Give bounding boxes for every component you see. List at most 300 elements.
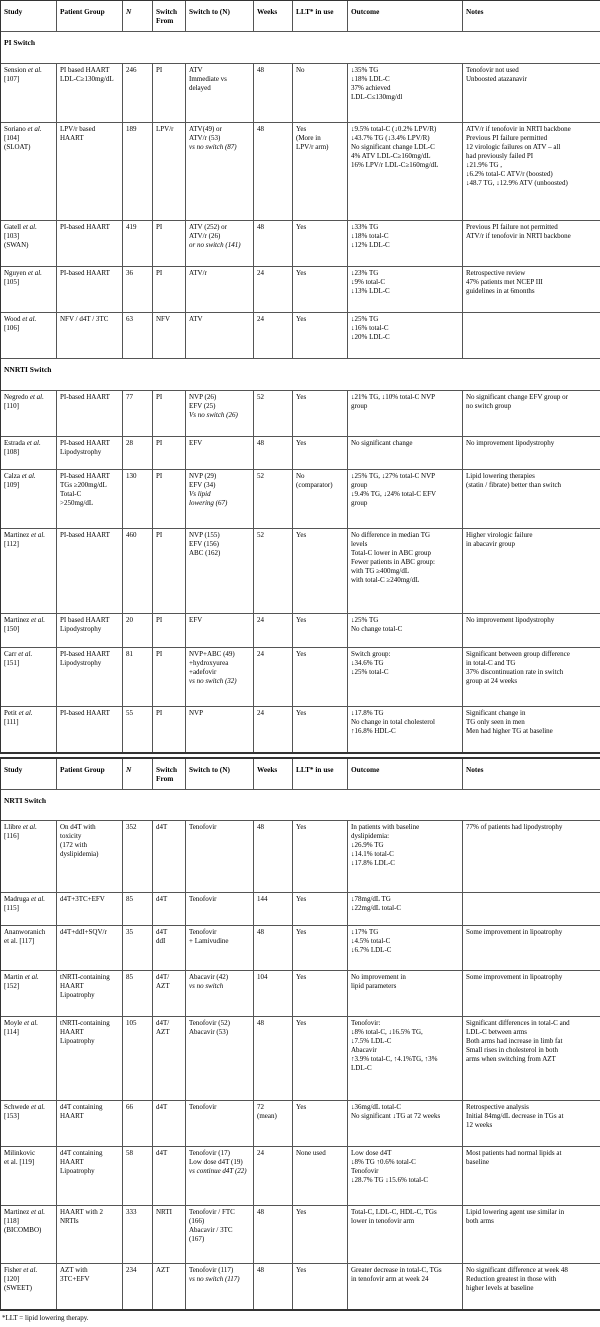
cell-line: dyslipidemia: [351, 832, 390, 841]
switch-from-cell [153, 437, 186, 470]
table-row [1, 220, 600, 266]
table-row [1, 706, 600, 752]
cell-line: ATV/r (26) [189, 231, 221, 240]
column-header: N [123, 759, 153, 790]
cell-line: No improvement in [351, 973, 406, 982]
column-header: Notes [463, 1, 600, 32]
study-cell [1, 391, 57, 437]
cell-line: Some improvement in lipoatrophy [466, 973, 563, 982]
cell-line: ABC (162) [189, 549, 221, 558]
cell-value: 48 [257, 1207, 264, 1216]
switch-to-cell [186, 1264, 254, 1310]
cell-line: ↓25% TG, ↓27% total-C NVP [351, 472, 436, 481]
cell-line: 37% achieved [351, 83, 391, 92]
weeks-cell [254, 614, 293, 647]
cell-line: (SLOAT) [4, 142, 31, 151]
cell-line: Retrospective analysis [466, 1103, 529, 1112]
cell-line: delayed [189, 83, 211, 92]
cell-line: EFV (25) [189, 402, 216, 411]
n-cell [123, 220, 153, 266]
llt-cell [293, 313, 348, 359]
cell-line: ↓9% total-C [351, 278, 386, 287]
cell-line: (172 with [60, 841, 88, 850]
cell-line: Tenofovir (17) [189, 1149, 230, 1158]
switch-studies-table-2 [0, 758, 600, 1310]
table-row [1, 313, 600, 359]
study-cell [1, 892, 57, 925]
cell-value: 48 [257, 222, 264, 231]
cell-line: NVP (29) [189, 472, 217, 481]
cell-line: PI-based HAART [60, 708, 110, 717]
switch-to-cell [186, 220, 254, 266]
cell-value: 24 [257, 269, 264, 278]
switch-to-cell [186, 1101, 254, 1147]
cell-line: PI-based HAART [60, 649, 110, 658]
cell-value: 104 [257, 973, 268, 982]
cell-line: AZT with [60, 1266, 88, 1275]
switch-to-cell [186, 529, 254, 614]
switch-to-cell [186, 470, 254, 529]
cell-line: vs no switch [189, 982, 224, 991]
cell-line: NFV [156, 315, 171, 324]
llt-cell [293, 470, 348, 529]
outcome-cell [348, 1101, 463, 1147]
switch-to-cell [186, 122, 254, 220]
switch-from-cell [153, 1017, 186, 1101]
cell-value: (mean) [257, 1112, 277, 1121]
cell-line: ↓23% TG [351, 269, 379, 278]
cell-line: vs no switch (87) [189, 142, 237, 151]
cell-line: (SWEET) [4, 1284, 32, 1293]
cell-line: d4T [156, 927, 168, 936]
cell-line: Yes [296, 269, 307, 278]
cell-line: Switch group: [351, 649, 391, 658]
cell-line: Significant change in [466, 708, 526, 717]
column-header: Switch to (N) [186, 759, 254, 790]
cell-line: baseline [466, 1158, 489, 1167]
cell-line: ↓8% total-C, ↓16.5% TG, [351, 1028, 423, 1037]
cell-line: Yes [296, 315, 307, 324]
table-row [1, 1147, 600, 1206]
cell-line: ↓8% TG ↑0.6% total-C [351, 1158, 416, 1167]
column-header: Notes [463, 759, 600, 790]
cell-line: In patients with baseline [351, 823, 420, 832]
table-row [1, 1205, 600, 1264]
cell-line: Lipodystrophy [60, 625, 102, 634]
notes-cell [463, 391, 600, 437]
switch-to-cell [186, 925, 254, 971]
notes-cell [463, 437, 600, 470]
cell-line: EFV [189, 616, 203, 625]
cell-value: 48 [257, 1019, 264, 1028]
cell-line: ↓18% total-C [351, 231, 389, 240]
cell-line: ↓78mg/dL TG [351, 894, 391, 903]
cell-value: 24 [257, 708, 264, 717]
cell-line: Martin et al. [4, 973, 39, 982]
cell-line: Yes [296, 973, 307, 982]
weeks-cell [254, 971, 293, 1017]
n-cell [123, 470, 153, 529]
cell-line: d4T+ddI+SQV/r [60, 927, 107, 936]
study-cell [1, 470, 57, 529]
cell-line: higher levels at baseline [466, 1284, 534, 1293]
patient-group-cell [57, 437, 123, 470]
cell-value: 189 [126, 124, 137, 133]
study-cell [1, 821, 57, 892]
llt-cell [293, 391, 348, 437]
patient-group-cell [57, 1101, 123, 1147]
cell-line: NVP [189, 708, 204, 717]
patient-group-cell [57, 313, 123, 359]
cell-value: 52 [257, 531, 264, 540]
study-cell [1, 614, 57, 647]
cell-line: PI-based HAART [60, 531, 110, 540]
cell-line: PI [156, 222, 163, 231]
cell-line: ↓12% LDL-C [351, 240, 390, 249]
column-header: Weeks [254, 1, 293, 32]
cell-line: Greater decrease in total-C, TGs [351, 1266, 442, 1275]
cell-line: Total-C [60, 490, 82, 499]
outcome-cell [348, 971, 463, 1017]
patient-group-cell [57, 647, 123, 706]
weeks-cell [254, 63, 293, 122]
cell-value: 48 [257, 1266, 264, 1275]
cell-line: Previous PI failure not permitted [466, 222, 558, 231]
switch-to-cell [186, 821, 254, 892]
cell-line: ↓9.4% TG, ↓24% total-C EFV [351, 490, 437, 499]
cell-line: HAART with 2 [60, 1207, 104, 1216]
cell-line: levels [351, 540, 368, 549]
cell-line: Moyle et al. [4, 1019, 39, 1028]
cell-line: ↓21% TG, ↓10% total-C NVP [351, 393, 436, 402]
cell-line: ↓16% total-C [351, 324, 389, 333]
cell-line: 37% discontinuation rate in switch [466, 667, 564, 676]
switch-from-cell [153, 63, 186, 122]
llt-cell [293, 647, 348, 706]
cell-value: 36 [126, 269, 133, 278]
cell-line: [108] [4, 448, 20, 457]
cell-line: Martinez et al. [4, 1207, 46, 1216]
cell-line: Yes [296, 823, 307, 832]
cell-line: LDL-C [351, 1064, 372, 1073]
cell-line: Tenofovir (52) [189, 1019, 230, 1028]
cell-line: vs continue d4T (22) [189, 1167, 247, 1176]
cell-line: Calza et al. [4, 472, 36, 481]
cell-value: 77 [126, 393, 133, 402]
column-header: N [123, 1, 153, 32]
cell-value: 419 [126, 222, 137, 231]
llt-cell [293, 821, 348, 892]
cell-line: ↓25% TG [351, 315, 379, 324]
switch-from-cell [153, 1147, 186, 1206]
notes-cell [463, 1264, 600, 1310]
cell-line: LPV/r based [60, 124, 96, 133]
switch-from-cell [153, 647, 186, 706]
cell-line: ATV(49) or [189, 124, 222, 133]
switch-to-cell [186, 437, 254, 470]
cell-line: Lipoatrophy [60, 991, 95, 1000]
cell-line: Yes [296, 124, 307, 133]
cell-line: 12 virologic failures on ATV – all [466, 142, 561, 151]
cell-line: Yes [296, 1103, 307, 1112]
cell-value: 48 [257, 439, 264, 448]
cell-line: ↓25% TG [351, 616, 379, 625]
switch-to-cell [186, 1205, 254, 1264]
cell-line: d4T [156, 823, 168, 832]
cell-line: PI-based HAART [60, 393, 110, 402]
cell-value: 24 [257, 315, 264, 324]
n-cell [123, 267, 153, 313]
cell-value: 66 [126, 1103, 133, 1112]
cell-line: Tenofovir not used [466, 65, 519, 74]
cell-line: (166) [189, 1216, 205, 1225]
n-cell [123, 1017, 153, 1101]
study-cell [1, 1147, 57, 1206]
cell-line: ↓33% TG [351, 222, 379, 231]
weeks-cell [254, 529, 293, 614]
n-cell [123, 437, 153, 470]
cell-line: [118] [4, 1216, 19, 1225]
n-cell [123, 925, 153, 971]
cell-value: 28 [126, 439, 133, 448]
cell-line: Abacavir (42) [189, 973, 229, 982]
cell-line: AZT [156, 1266, 170, 1275]
patient-group-cell [57, 267, 123, 313]
weeks-cell [254, 821, 293, 892]
cell-value: 48 [257, 124, 264, 133]
cell-line: HAART [60, 133, 84, 142]
cell-line: toxicity [60, 832, 82, 841]
cell-line: Men had higher TG at baseline [466, 726, 553, 735]
table-row [1, 267, 600, 313]
cell-line: group [351, 499, 368, 508]
cell-line: (SWAN) [4, 240, 29, 249]
cell-line: Tenofovir (117) [189, 1266, 234, 1275]
cell-line: (statin / fibrate) better than switch [466, 481, 562, 490]
llt-cell [293, 1017, 348, 1101]
cell-line: ddI [156, 936, 166, 945]
cell-line: ↓14.1% total-C [351, 850, 394, 859]
cell-line: ATV/r if tenofovir in NRTI backbone [466, 124, 571, 133]
cell-line: LDL-C between arms [466, 1028, 528, 1037]
column-header: LLT* in use [293, 759, 348, 790]
n-cell [123, 821, 153, 892]
cell-value: 144 [257, 894, 268, 903]
llt-cell [293, 925, 348, 971]
cell-line: Lipodystrophy [60, 658, 102, 667]
section-heading: PI Switch [1, 32, 600, 64]
cell-line: No [296, 472, 305, 481]
llt-cell [293, 614, 348, 647]
cell-line: ATV [189, 65, 203, 74]
table-row [1, 925, 600, 971]
switch-to-cell [186, 647, 254, 706]
cell-line: ↓22mg/dL total-C [351, 903, 402, 912]
cell-line: None used [296, 1149, 326, 1158]
cell-line: NVP (155) [189, 531, 220, 540]
study-cell [1, 220, 57, 266]
switch-to-cell [186, 313, 254, 359]
cell-line: (comparator) [296, 481, 333, 490]
cell-value: 81 [126, 649, 133, 658]
cell-line: ↓20% LDL-C [351, 333, 390, 342]
study-cell [1, 1017, 57, 1101]
notes-cell [463, 529, 600, 614]
study-cell [1, 1205, 57, 1264]
cell-line: No change total-C [351, 625, 403, 634]
cell-line: (BICOMBO) [4, 1225, 42, 1234]
n-cell [123, 529, 153, 614]
llt-cell [293, 1147, 348, 1206]
table-row [1, 391, 600, 437]
notes-cell [463, 313, 600, 359]
cell-line: [150] [4, 625, 20, 634]
cell-line: [114] [4, 1028, 19, 1037]
cell-line: No improvement lipodystrophy [466, 616, 555, 625]
cell-line: group at 24 weeks [466, 676, 518, 685]
weeks-cell [254, 437, 293, 470]
cell-line: Vs no switch (26) [189, 411, 238, 420]
cell-line: PI-based HAART [60, 439, 110, 448]
cell-value: 105 [126, 1019, 137, 1028]
cell-line: No difference in median TG [351, 531, 431, 540]
study-cell [1, 1101, 57, 1147]
column-header: Study [1, 759, 57, 790]
notes-cell [463, 122, 600, 220]
cell-line: arms when switching from AZT [466, 1055, 556, 1064]
cell-line: Milinkovic [4, 1149, 36, 1158]
switch-from-cell [153, 220, 186, 266]
cell-value: 85 [126, 894, 133, 903]
llt-cell [293, 220, 348, 266]
weeks-cell [254, 647, 293, 706]
llt-cell [293, 63, 348, 122]
switch-from-cell [153, 1205, 186, 1264]
cell-value: 85 [126, 973, 133, 982]
cell-value: 24 [257, 1149, 264, 1158]
cell-line: NFV / d4T / 3TC [60, 315, 109, 324]
weeks-cell [254, 892, 293, 925]
cell-line: [152] [4, 982, 20, 991]
switch-to-cell [186, 1147, 254, 1206]
llt-cell [293, 706, 348, 752]
study-cell [1, 925, 57, 971]
cell-value: 234 [126, 1266, 137, 1275]
cell-line: NRTI [156, 1207, 172, 1216]
cell-line: Significant between group difference [466, 649, 570, 658]
column-header: Patient Group [57, 1, 123, 32]
cell-line: Llibre et al. [4, 823, 37, 832]
cell-line: Immediate vs [189, 74, 227, 83]
cell-line: PI based HAART [60, 616, 110, 625]
patient-group-cell [57, 892, 123, 925]
switch-from-cell [153, 971, 186, 1017]
cell-value: 72 [257, 1103, 264, 1112]
cell-line: Madruga et al. [4, 894, 46, 903]
patient-group-cell [57, 1264, 123, 1310]
cell-line: PI [156, 393, 163, 402]
patient-group-cell [57, 391, 123, 437]
cell-line: group [351, 402, 368, 411]
cell-line: Schwede et al. [4, 1103, 46, 1112]
cell-line: No significant change EFV group or [466, 393, 568, 402]
patient-group-cell [57, 821, 123, 892]
study-cell [1, 529, 57, 614]
cell-line: PI [156, 531, 163, 540]
weeks-cell [254, 1205, 293, 1264]
study-cell [1, 122, 57, 220]
outcome-cell [348, 821, 463, 892]
outcome-cell [348, 1017, 463, 1101]
cell-line: Fewer patients in ABC group: [351, 558, 435, 567]
cell-line: Total-C lower in ABC group [351, 549, 432, 558]
llt-cell [293, 892, 348, 925]
n-cell [123, 1264, 153, 1310]
cell-line: HAART [60, 1028, 84, 1037]
cell-line: et al. [117] [4, 936, 35, 945]
cell-line: ↓34.6% TG [351, 658, 384, 667]
patient-group-cell [57, 529, 123, 614]
cell-line: 47% patients met NCEP III [466, 278, 543, 287]
cell-value: 246 [126, 65, 137, 74]
cell-line: HAART [60, 1158, 84, 1167]
cell-value: 52 [257, 472, 264, 481]
column-header: Patient Group [57, 759, 123, 790]
cell-line: Tenofovir [351, 1167, 379, 1176]
cell-line: Unboosted atazanavir [466, 74, 527, 83]
cell-line: Yes [296, 439, 307, 448]
patient-group-cell [57, 470, 123, 529]
cell-line: PI-based HAART [60, 222, 110, 231]
llt-cell [293, 1264, 348, 1310]
cell-line: Carr et al. [4, 649, 33, 658]
cell-value: 55 [126, 708, 133, 717]
cell-value: 20 [126, 616, 133, 625]
notes-cell [463, 220, 600, 266]
llt-cell [293, 529, 348, 614]
table-row [1, 1101, 600, 1147]
weeks-cell [254, 122, 293, 220]
n-cell [123, 706, 153, 752]
notes-cell [463, 1101, 600, 1147]
section-row [1, 32, 600, 64]
cell-line: AZT [156, 982, 170, 991]
cell-line: Yes [296, 1266, 307, 1275]
cell-line: in abacavir group [466, 540, 515, 549]
cell-line: d4T [156, 894, 168, 903]
section-row [1, 359, 600, 391]
cell-line: with TG ≥400mg/dL [351, 567, 410, 576]
cell-value: 58 [126, 1149, 133, 1158]
cell-line: PI [156, 472, 163, 481]
cell-line: +adefovir [189, 667, 217, 676]
llt-cell [293, 1101, 348, 1147]
cell-line: ↓18% LDL-C [351, 74, 390, 83]
cell-line: Lipid lowering agent use similar in [466, 1207, 565, 1216]
cell-line: vs no switch (117) [189, 1275, 240, 1284]
cell-line: Lipoatrophy [60, 1167, 95, 1176]
cell-value: 48 [257, 823, 264, 832]
cell-line: PI [156, 269, 163, 278]
switch-to-cell [186, 706, 254, 752]
llt-cell [293, 122, 348, 220]
cell-line: Both arms had increase in limb fat [466, 1037, 563, 1046]
outcome-cell [348, 122, 463, 220]
outcome-cell [348, 63, 463, 122]
cell-line: Tenofovir [189, 927, 217, 936]
cell-line: [115] [4, 903, 19, 912]
cell-line: ↓17.8% LDL-C [351, 859, 395, 868]
